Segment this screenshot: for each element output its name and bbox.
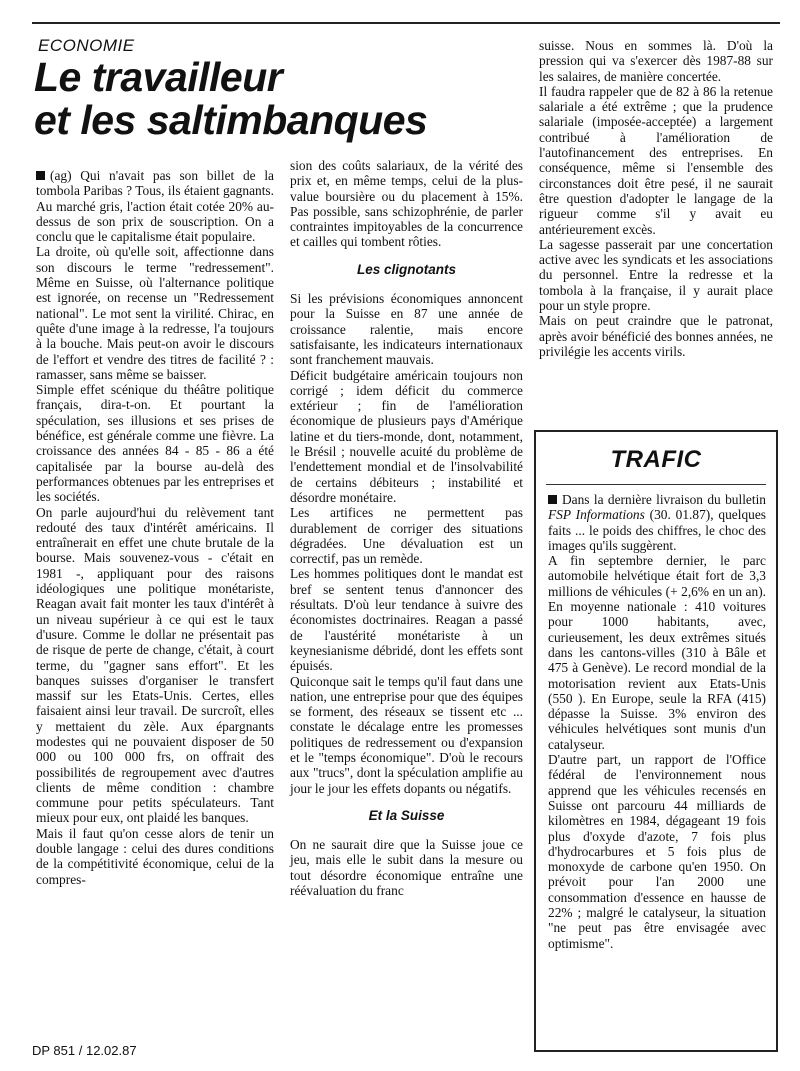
- article-column-1: [36, 168, 274, 887]
- top-rule: [32, 22, 780, 24]
- paragraph: suisse. Nous en sommes là. D'où la pression qui va s'exercer dès 1987-88 sur les salaires, de manière concertée.: [539, 38, 773, 84]
- paragraph: sion des coûts salariaux, de la vérité des prix et, en même temps, celui de la plus-value boursière ou du placement à 15%. Pas possible, sans schizophrénie, de parler contraintes impitoyables de la concurrence et cailles qui tombent rôties.: [290, 158, 523, 250]
- paragraph: Les artifices ne permettent pas durablement de corriger des situations dégradées. Une dévaluation est un correctif, pas un remède.: [290, 505, 523, 567]
- headline-line-1: Le travailleur: [34, 54, 283, 100]
- paragraph: On parle aujourd'hui du relèvement tant redouté des taux d'intérêt américains. Il entraînerait en effet une chute brutale de la bourse. Mais souvenez-vous - c'était en 1981 -, appliquant pour des raisons idéologiques une politique monétariste, Reagan avait fait monter les taux d'intérêt à un niveau supérieur à ce qui est le taux d'usure. Comme le dollar ne présentait pas de risque de perte de change, c'était, à court terme, du "gagner sans effort". Et les banques suisses d'organiser le transfert massif sur les Etats-Unis. Certes, elles faisaient ainsi leur travail. De surcroît, elles y mettaient du zèle. Aux épargnants modestes qui ne pouvaient disposer de 50 000 ou 100 000 frs, on offrait des possibilités de regroupement avec d'autres clients de même condition : chambre commune pour petits spéculateurs. Tant mieux pour eux, ont plaidé les banques.: [36, 504, 274, 826]
- sidebar-title: TRAFIC: [610, 446, 702, 473]
- paragraph: D'autre part, un rapport de l'Office fédéral de l'environnement nous apprend que les véhicules recensés en Suisse ont parcouru 44 milliards de kilomètres en 1984, dégageant 19 fois plus d'oxyde d'azote, 7 fois plus d'hydrocarbures et 5 fois plus de monoxyde de carbone qu'en 1950. On prévoit pour l'an 2000 une consommation d'essence en hausse de 22% ; malgré le catalyseur, la situation "ne peut pas être envisagée avec optimisme".: [548, 752, 766, 951]
- paragraph: La sagesse passerait par une concertation active avec les syndicats et les associations du personnel. Entre la redresse et la tombola à la française, il y aurait place pour un style propre.: [539, 236, 773, 314]
- bullet-square-icon: [36, 171, 45, 180]
- sidebar-divider: [546, 484, 766, 485]
- subheading-suisse: Et la Suisse: [368, 807, 445, 823]
- paragraph: (ag) Qui n'avait pas son billet de la tombola Paribas ? Tous, ils étaient gagnants. Au marché gris, l'action était cotée 20% au-dessus de son prix de souscription. On a conclu que le capitalisme était populaire.: [36, 168, 274, 245]
- paragraph: Il faudra rappeler que de 82 à 86 la retenue salariale a été extrême ; que la prudence salariale (imposée-acceptée) a largement contribué à l'amélioration de l'autofinancement des entreprises. En conséquence, même si l'ensemble des circonstances doit être pesé, il ne saurait être question d'adopter le langage de la rigueur comme s'il y avait eu antérieurement excès.: [539, 83, 773, 237]
- paragraph: A fin septembre dernier, le parc automobile helvétique était fort de 3,3 millions de véhicules (+ 2,6% en un an). En moyenne nationale : 410 voitures pour 1000 habitants, avec, curieusement, les deux extrêmes situés dans les cantons-villes (310 à Bâle et 475 à Genève). Le record mondial de la motorisation revient aux Etats-Unis (550 ). En Europe, seule la RFA (415) dépasse la Suisse. 3% environ des véhicules helvétiques sont munis d'un catalyseur.: [548, 553, 766, 752]
- headline-line-2: et les saltimbanques: [34, 97, 428, 143]
- paragraph: Si les prévisions économiques annoncent pour la Suisse en 87 une année de croissance ralentie, mais encore satisfaisante, les indicateurs internationaux sont franchement mauvais.: [290, 291, 523, 368]
- paragraph: Mais on peut craindre que le patronat, après avoir bénéficié des bonnes années, ne privilégie les accents virils.: [539, 313, 773, 359]
- paragraph: Simple effet scénique du théâtre politique français, dira-t-on. Et pourtant la spéculation, ses illusions et ses prises de bénéfice, est générale comme une fièvre. La croissance des années 84 - 85 - 86 a été capitalisée par la bourse au-delà des performances obtenues par les entreprises et les sociétés.: [36, 382, 274, 505]
- sidebar-text: [548, 492, 766, 951]
- paragraph: Quiconque sait le temps qu'il faut dans une nation, une entreprise pour que des équipes se forment, des réseaux se tissent etc ... constate le décalage entre les promesses politiques de redressement ou d'expansion et le "temps économique". D'où le recours aux "trucs", dont la spéculation amplifie au jour le jour les effets dopants ou négatifs.: [290, 673, 523, 796]
- publication-name: FSP Informations: [548, 507, 645, 523]
- paragraph: On ne saurait dire que la Suisse joue ce jeu, mais elle le subit dans la mesure ou tout désordre économique entraîne une réévaluation du franc: [290, 837, 523, 899]
- article-column-2: [290, 158, 523, 898]
- paragraph: Déficit budgétaire américain toujours non corrigé ; idem déficit du commerce extérieur ; fin de l'amélioration économique de plusieurs pays d'Amérique latine et du tiers-monde, dont, notamment, le Brésil ; nouvelle acuité du problème de l'endettement mondial et de l'insolvabilité de certains débiteurs ; instabilité et désordre monétaire.: [290, 367, 523, 505]
- bullet-square-icon: [548, 495, 557, 504]
- paragraph: La droite, où qu'elle soit, affectionne dans son discours le terme "redressement". Même en Suisse, où l'alternance politique est ignorée, on recense un "Redressement national". Le mot sent la virilité. Chirac, en quête d'une image à la redresse, l'a toujours à la bouche. Mais peut-on avoir le discours de l'effort et vendre des titres de facilité ? : ramasser, sans même se baisser.: [36, 244, 274, 382]
- paragraph: Dans la dernière livraison du bulletin FSP Informations (30. 01.87), quelques faits ... le poids des chiffres, le choc des images qu'ils suggèrent.: [548, 492, 766, 553]
- paragraph: Les hommes politiques dont le mandat est bref se sentent tenus d'annoncer des résultats. D'où leur tendance à suivre des économistes doctrinaires. Reagan a passé de l'austérité monétariste à un keynesianisme débridé, dont les effets sont épuisés.: [290, 566, 523, 674]
- section-label: ECONOMIE: [38, 36, 135, 55]
- issue-footer: DP 851 / 12.02.87: [32, 1043, 137, 1058]
- article-headline: [34, 56, 504, 142]
- trafic-sidebar-box: [534, 430, 778, 1052]
- paragraph: Mais il faut qu'on cesse alors de tenir un double langage : celui des dures conditions de la compétitivité économique, celui de la compres-: [36, 825, 274, 887]
- subheading-clignotants: Les clignotants: [356, 261, 456, 277]
- article-column-3: [539, 38, 773, 359]
